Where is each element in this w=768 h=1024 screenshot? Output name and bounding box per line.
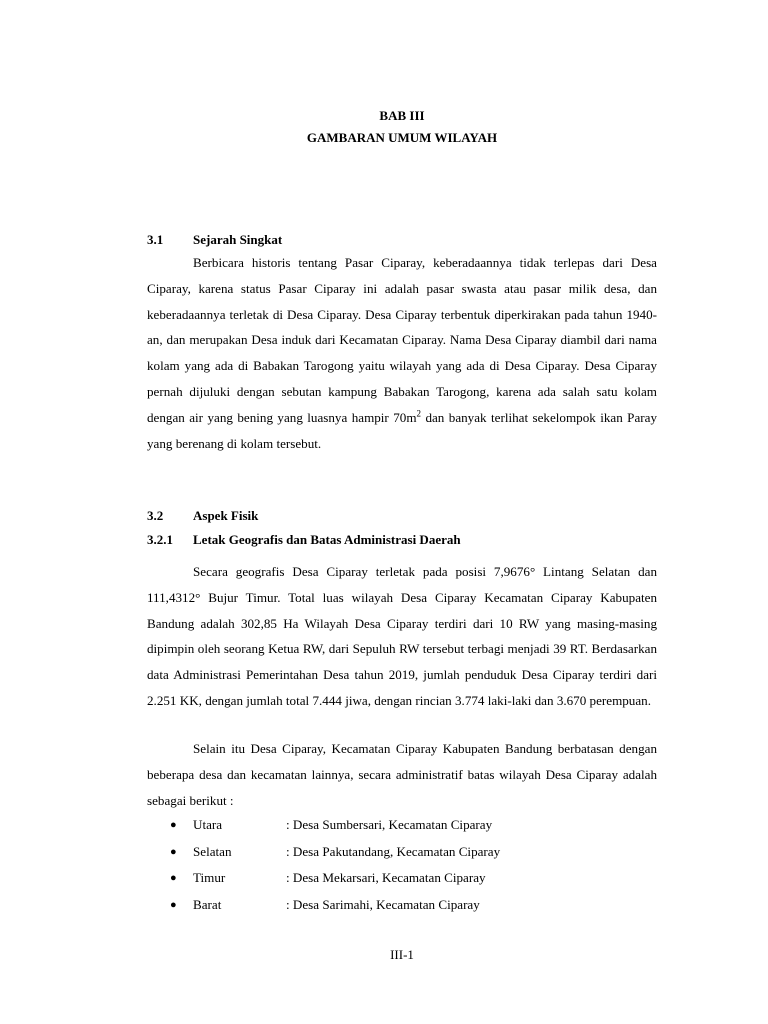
paragraph-text: Berbicara historis tentang Pasar Ciparay, keberadaannya tidak terlepas dari Desa Ciparay, karena status Pasar Ciparay ini adalah pasar swasta atau pasar milik desa, dan keberadaannya terletak di Desa Ciparay. Desa Ciparay terbentuk diperkirakan pada tahun 1940-an, dan merupakan Desa induk dari Kecamatan Ciparay. Nama Desa Ciparay diambil dari nama kolam yang ada di Babakan Tarogong yaitu wilayah yang ada di Desa Ciparay. Desa Ciparay pernah dijuluki dengan sebutan kampung Babakan Tarogong, karena ada salah satu kolam dengan air yang bening yang luasnya hampir 70m [147,255,657,425]
list-item [147,814,657,841]
paragraph-batas: Selain itu Desa Ciparay, Kecamatan Ciparay Kabupaten Bandung berbatasan dengan beberapa desa dan kecamatan lainnya, secara administratif batas wilayah Desa Ciparay adalah sebagai berikut : [147,741,657,808]
border-direction: Utara [193,817,223,832]
paragraph-geografis: Secara geografis Desa Ciparay terletak pada posisi 7,9676° Lintang Selatan dan 111,4312° Bujur Timur. Total luas wilayah Desa Ciparay Kecamatan Ciparay Kabupaten Bandung adalah 302,85 Ha Wilayah Desa Ciparay terdiri dari 10 RW yang masing-masing dipimpin oleh seorang Ketua RW, dari Sepuluh RW tersebut terbagi menjadi 39 RT. Berdasarkan data Administrasi Pemerintahan Desa tahun 2019, jumlah penduduk Desa Ciparay terdiri dari 2.251 KK, dengan jumlah total 7.444 jiwa, dengan rincian 3.774 laki-laki dan 3.670 perempuan. [147,564,657,708]
bullet-icon: ● [170,845,177,858]
bullet-icon: ● [170,872,177,885]
border-value: : Desa Sumbersari, Kecamatan Ciparay [286,817,493,832]
bullet-icon: ● [170,898,177,911]
list-item [147,841,657,868]
paragraph-text-end: dan banyak terlihat sekelompok ikan Paray yang berenang di kolam tersebut. [147,409,657,451]
list-item [147,894,657,921]
border-value: : Desa Sarimahi, Kecamatan Ciparay [286,896,480,912]
border-direction: Timur [193,870,226,886]
section-number: 3.1 [147,232,164,247]
section-heading-3-2-1 [147,531,461,549]
paragraph-sejarah [147,250,657,456]
bullet-icon: ● [170,819,177,831]
section-number: 3.2 [147,508,164,523]
page-number: III-1 [390,947,414,962]
border-list [147,814,657,920]
section-heading-3-1 [147,231,282,249]
border-direction: Selatan [193,843,232,859]
border-value: : Desa Mekarsari, Kecamatan Ciparay [286,870,486,886]
section-title: Sejarah Singkat [193,232,283,247]
superscript: 2 [416,408,422,419]
section-number: 3.2.1 [147,532,173,547]
section-title: Aspek Fisik [193,508,259,523]
chapter-title: GAMBARAN UMUM WILAYAH [306,130,498,145]
section-title: Letak Geografis dan Batas Administrasi Daerah [193,532,461,547]
border-direction: Barat [193,896,222,912]
list-item [147,867,657,894]
section-heading-3-2 [147,507,258,525]
border-value: : Desa Pakutandang, Kecamatan Ciparay [286,843,501,859]
chapter-number: BAB III [379,108,425,123]
